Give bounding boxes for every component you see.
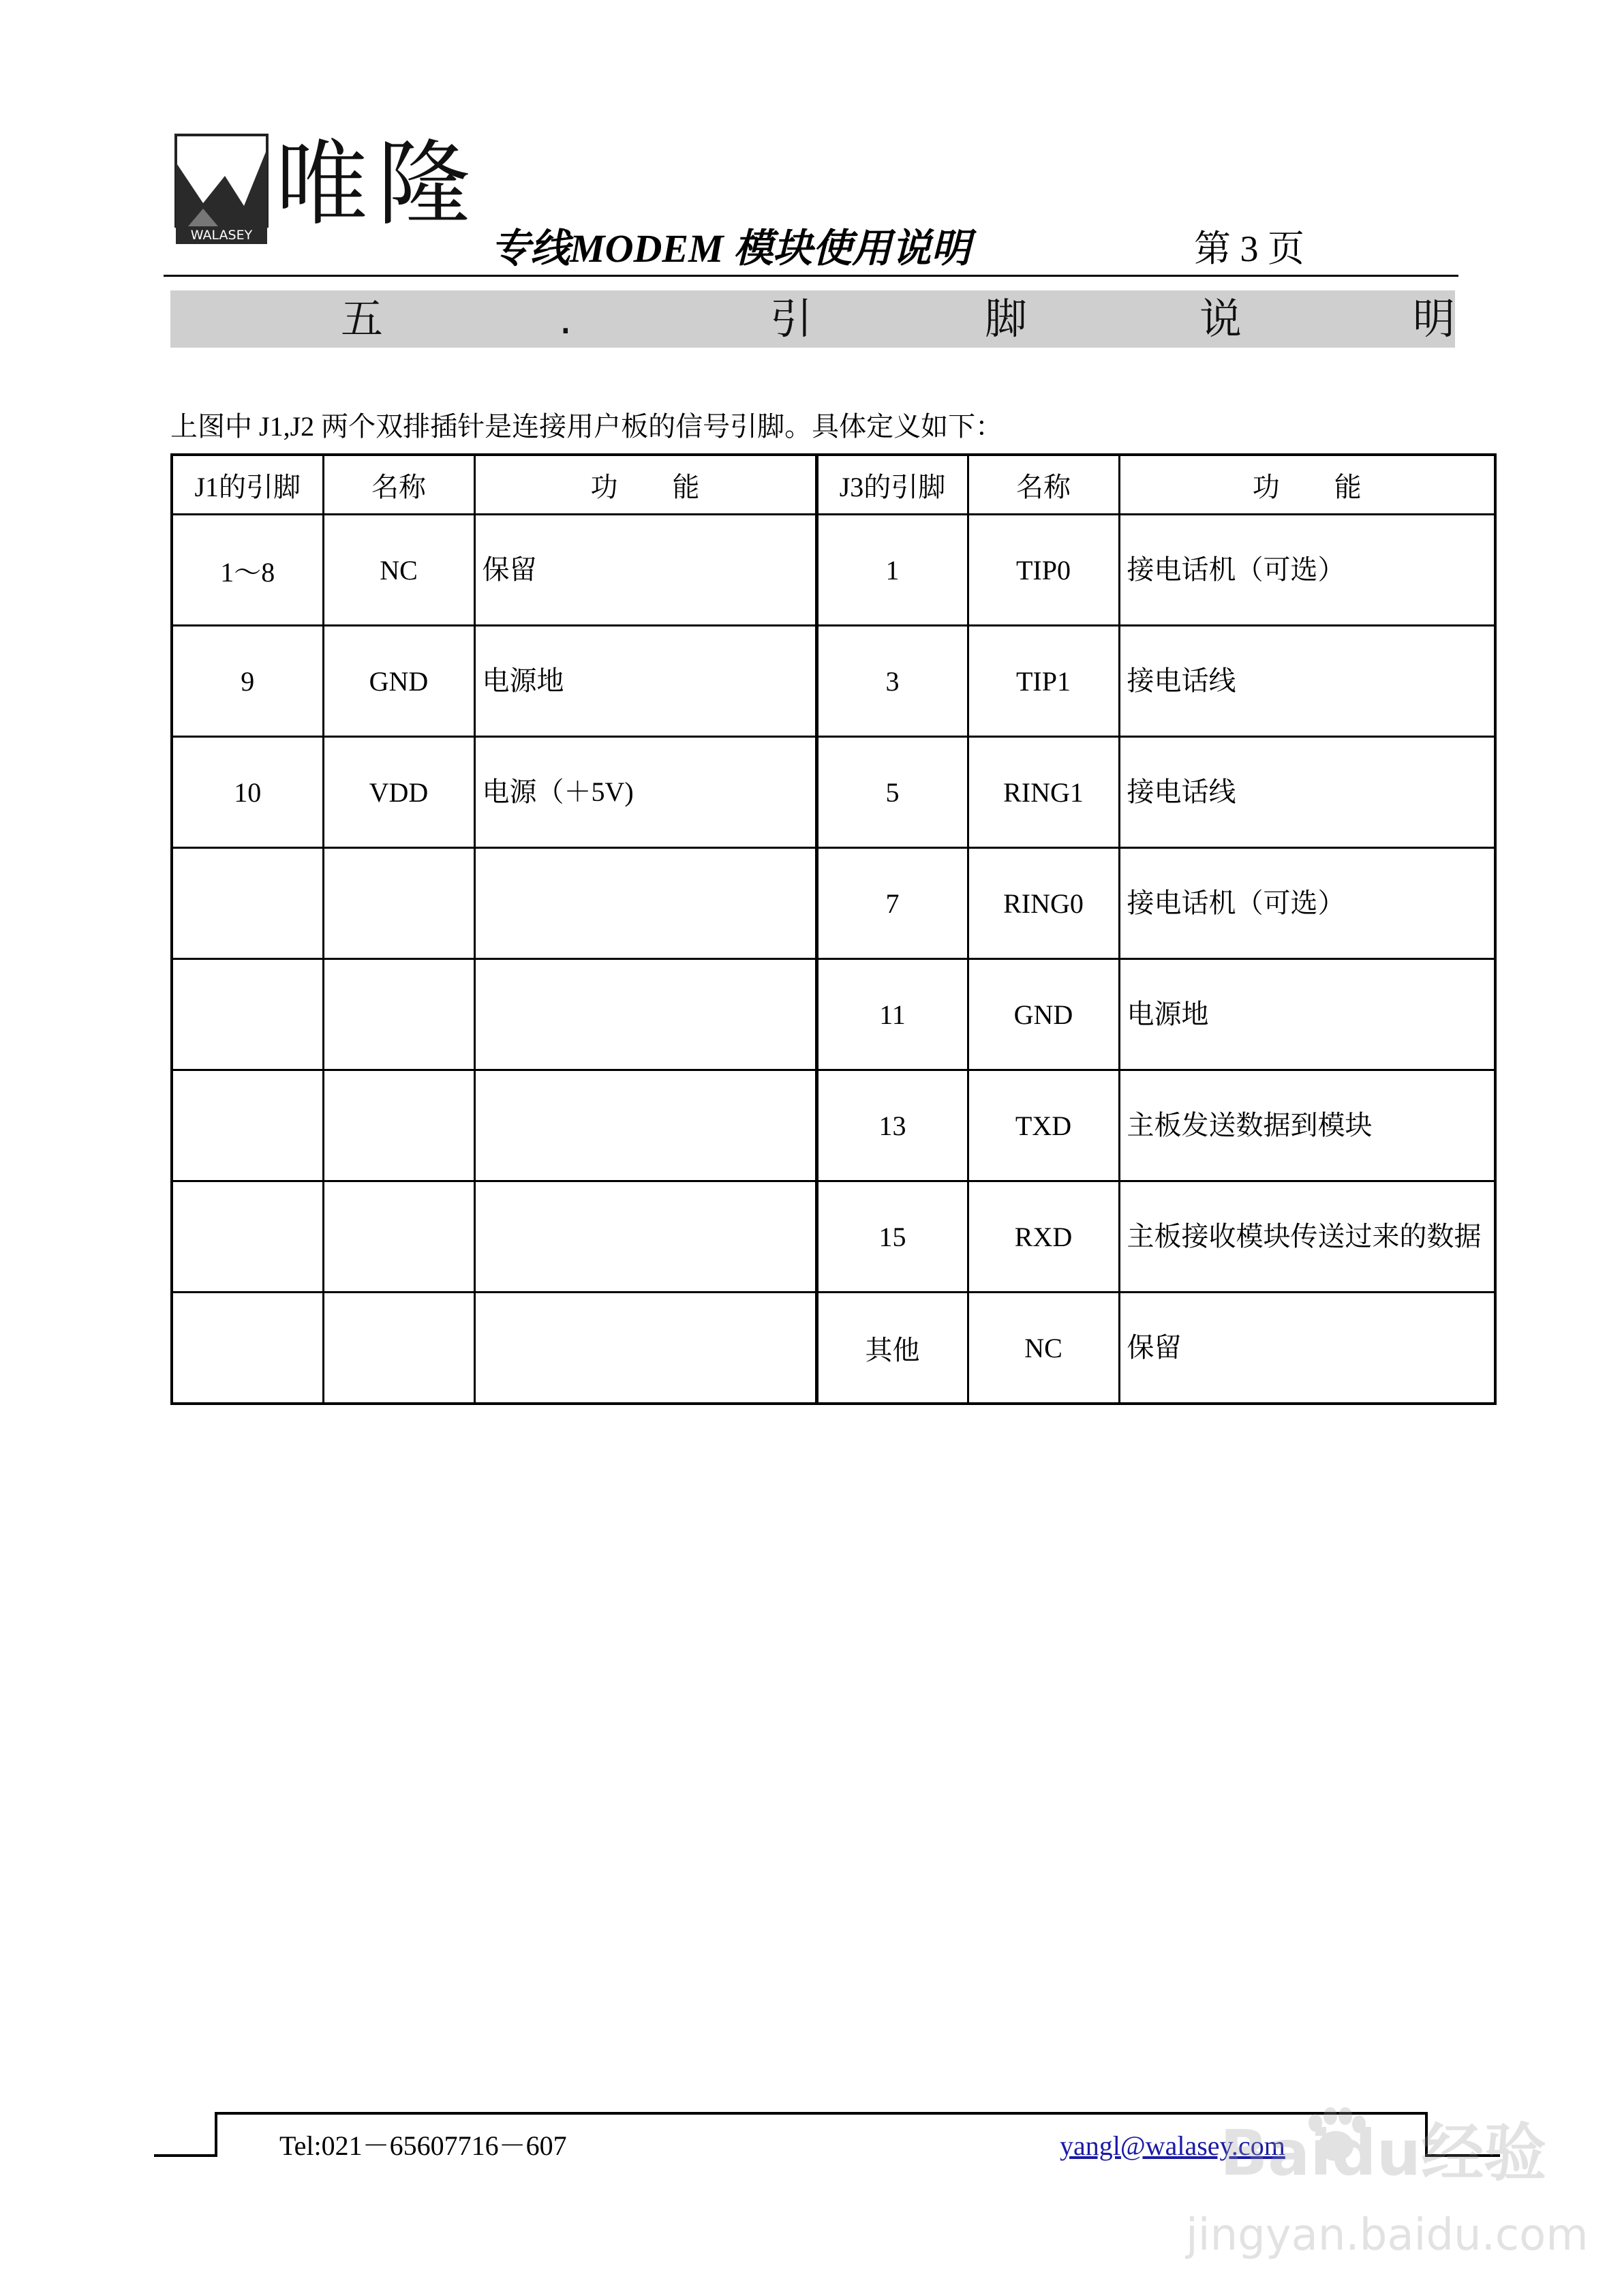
walasey-logo-icon [176, 135, 267, 244]
cell-j1-name [323, 1293, 474, 1404]
section-heading [170, 290, 1455, 348]
cell-j1-pin: 1～8 [172, 515, 323, 626]
cell-j3-function: 接电话线 [1119, 737, 1495, 848]
footer-email-link[interactable]: yangl@walasey.com [1060, 2130, 1285, 2161]
cell-j1-function [474, 959, 816, 1070]
cell-j3-name: RXD [968, 1181, 1119, 1293]
header-j3-name: 名称 [968, 455, 1119, 515]
table-row [172, 1070, 1495, 1181]
cell-j1-function [474, 1181, 816, 1293]
cell-j3-pin: 7 [816, 848, 968, 959]
cell-j1-name: NC [323, 515, 474, 626]
section-heading-char: 明 [1413, 294, 1456, 344]
cell-j3-function: 接电话机（可选） [1119, 515, 1495, 626]
cell-j3-name: TIP1 [968, 626, 1119, 737]
section-heading-char: 说 [1199, 294, 1242, 344]
cell-j1-pin [172, 1181, 323, 1293]
cell-j1-function: 保留 [474, 515, 816, 626]
header-j1-function: 功 能 [474, 455, 816, 515]
cell-j3-name: TXD [968, 1070, 1119, 1181]
cell-j1-pin [172, 959, 323, 1070]
cell-j1-pin [172, 1070, 323, 1181]
header-j3-function: 功 能 [1119, 455, 1495, 515]
cell-j1-pin: 10 [172, 737, 323, 848]
header-j3-pin: J3的引脚 [816, 455, 968, 515]
page-number: 第 3 页 [1194, 228, 1304, 269]
footer-bracket-left [215, 2112, 217, 2157]
section-heading-char: 引 [770, 294, 813, 344]
cell-j1-name [323, 959, 474, 1070]
logo-sub-text: WALASEY [190, 228, 253, 243]
cell-j1-name [323, 1181, 474, 1293]
document-title: 专线MODEM 模块使用说明 [491, 226, 971, 271]
cell-j1-name [323, 1070, 474, 1181]
header-j1-name: 名称 [323, 455, 474, 515]
cell-j1-name [323, 848, 474, 959]
cell-j1-name: VDD [323, 737, 474, 848]
table-row [172, 515, 1495, 626]
table-row [172, 1293, 1495, 1404]
cell-j1-name: GND [323, 626, 474, 737]
logo-wordmark: 唯隆 [275, 131, 480, 239]
section-heading-char: 脚 [985, 294, 1028, 344]
cell-j1-function: 电源（＋5V) [474, 737, 816, 848]
table-row [172, 1181, 1495, 1293]
watermark-brand: Baidu经验 [1220, 2117, 1547, 2190]
cell-j1-function [474, 1293, 816, 1404]
cell-j3-pin: 13 [816, 1070, 968, 1181]
cell-j3-pin: 11 [816, 959, 968, 1070]
table-row [172, 626, 1495, 737]
cell-j3-function: 接电话线 [1119, 626, 1495, 737]
cell-j3-pin: 3 [816, 626, 968, 737]
header-divider [164, 275, 1458, 277]
cell-j3-function: 电源地 [1119, 959, 1495, 1070]
header-j1-pin: J1的引脚 [172, 455, 323, 515]
cell-j3-name: GND [968, 959, 1119, 1070]
table-row [172, 737, 1495, 848]
intro-paragraph: 上图中 J1,J2 两个双排插针是连接用户板的信号引脚。具体定义如下： [170, 411, 1003, 442]
cell-j1-function: 电源地 [474, 626, 816, 737]
cell-j3-function: 保留 [1119, 1293, 1495, 1404]
table-row [172, 848, 1495, 959]
watermark-url: jingyan.baidu.com [1186, 2210, 1589, 2261]
cell-j3-name: RING0 [968, 848, 1119, 959]
table-row [172, 959, 1495, 1070]
cell-j1-pin: 9 [172, 626, 323, 737]
cell-j3-function: 主板发送数据到模块 [1119, 1070, 1495, 1181]
cell-j3-pin: 1 [816, 515, 968, 626]
section-heading-char: 五 [341, 294, 384, 344]
cell-j3-pin: 其他 [816, 1293, 968, 1404]
cell-j1-pin [172, 848, 323, 959]
cell-j1-function [474, 848, 816, 959]
cell-j1-function [474, 1070, 816, 1181]
cell-j3-pin: 5 [816, 737, 968, 848]
cell-j3-name: RING1 [968, 737, 1119, 848]
table-header-row [172, 455, 1495, 515]
pin-definition-table [170, 453, 1497, 1405]
footer-telephone: Tel:021－65607716－607 [279, 2130, 567, 2161]
cell-j3-function: 主板接收模块传送过来的数据 [1119, 1181, 1495, 1293]
cell-j3-pin: 15 [816, 1181, 968, 1293]
footer-bracket-left-foot [154, 2154, 217, 2157]
section-heading-char: . [559, 294, 572, 344]
cell-j1-pin [172, 1293, 323, 1404]
cell-j3-name: NC [968, 1293, 1119, 1404]
cell-j3-name: TIP0 [968, 515, 1119, 626]
cell-j3-function: 接电话机（可选） [1119, 848, 1495, 959]
baidu-watermark [1131, 2066, 1589, 2270]
